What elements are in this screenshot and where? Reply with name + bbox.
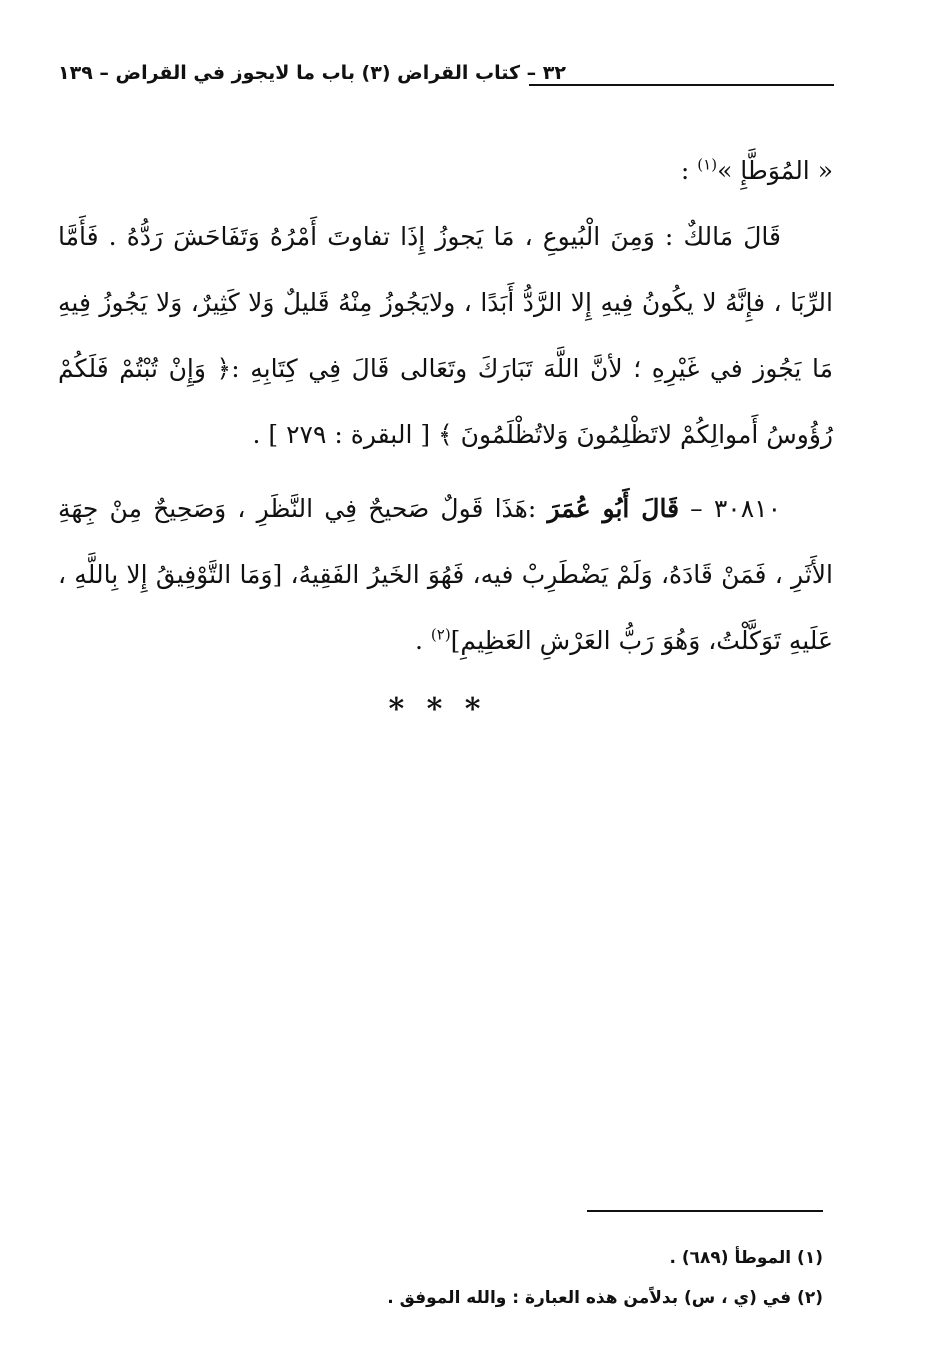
footnote-2: (٢) في (ي ، س) بدلاًمن هذه العبارة : والله الموفق . <box>387 1288 823 1308</box>
footnote-1: (١) الموطأ (٦٨٩) . <box>669 1248 823 1268</box>
main-text <box>58 138 833 674</box>
running-title: ٣٢ – كتاب القراض (٣) باب ما لايجوز في القراض – ١٣٩ <box>58 62 566 84</box>
paragraph-tail: . <box>414 626 431 655</box>
paragraph-malik: قَالَ مَالكٌ : وَمِنَ الْبُيوعِ ، مَا يَجوزُ إِذَا تفاوتَ أَمْرُهُ وَتَفَاحَشَ رَدُّهُ . فَأَمَّا الرِّبَا ، فإِنَّهُ لا يكُونُ فِيهِ إِلا الرَّدُّ أَبَدًا ، ولايَجُوزُ مِنْهُ قَليلٌ وَلا كَثِيرٌ، وَلا يَجُوزُ فِيهِ مَا يَجُوز في غَيْرِهِ ؛ لأنَّ اللَّهَ تَبَارَكَ وتَعَالى قَالَ فِي كِتَابِهِ :﴿ وَإِنْ تُبْتُمْ فَلَكُمْ رُؤُوسُ أَموالِكُمْ لاتَظْلِمُونَ وَلاتُظْلَمُونَ ﴾ [ البقرة : ٢٧٩ ] . <box>58 222 833 449</box>
intro-source: « المُوَطَّإِ » <box>717 156 833 185</box>
footnote-marker-2: (٢) <box>430 625 451 644</box>
paragraph-body: :هَذَا قَولٌ صَحيحٌ فِي النَّظَرِ ، وَصَحِيحٌ مِنْ جِهَةِ الأَثَرِ ، فَمَنْ قَادَهُ، وَلَمْ يَضْطَرِبْ فيه، فَهُوَ الخَيرُ الفَقِيهُ، [وَمَا التَّوْفِيقُ إِلا بِاللَّهِ ، عَلَيهِ تَوَكَّلْتُ، وَهُوَ رَبُّ العَرْشِ العَظِيمِ] <box>58 494 833 655</box>
footnote-rule <box>587 1210 823 1212</box>
footnote-marker-1: (١) <box>697 155 718 174</box>
footnotes <box>60 1238 823 1318</box>
header-rule <box>529 84 834 86</box>
intro-tail: : <box>680 156 698 185</box>
paragraph-number: ٣٠٨١٠ – <box>679 494 781 523</box>
page-header <box>58 58 834 98</box>
paragraph-30810 <box>58 476 833 674</box>
speaker-name: قَالَ أَبُو عُمَرَ <box>547 494 680 523</box>
section-separator: * * * <box>388 692 487 727</box>
intro-line <box>58 138 833 204</box>
